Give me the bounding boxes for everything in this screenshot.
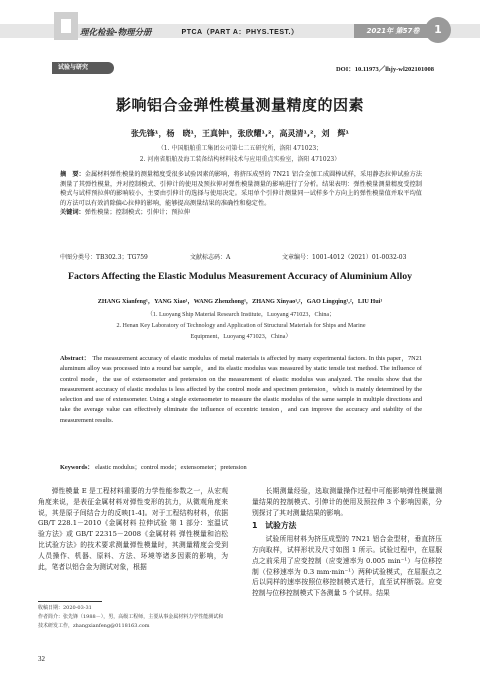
keywords-chinese-text: 弹性模量；控制模式；引伸计；预拉伸: [84, 209, 190, 217]
abstract-english-text: The measurement accuracy of elastic modulus of metal materials is affected by many experimental factors. In this paper，7N21 aluminum alloy was processed into a round bar sample，and its elastic modulus was measured by static tensile test method. The influence of control mode，the use of extensometer and pretension on the measurement of elastic modulus was analyzed. The results show that the measurement accuracy of elastic modulus is less affected by the control mode and specimen pretension，which is mainly determined by the selection and use of extensometer. Using a single extensometer to measure the elastic modulus of the same sample in multiple directions and take the average value can effectively eliminate the influence of eccentric tension，and can improve the accuracy and stability of the measurement results.: [60, 355, 423, 424]
section-heading: 1 试验方法: [252, 521, 297, 531]
issue-label: 2021年 第57卷: [354, 24, 432, 38]
journal-logo-text: 理化检验-物理分册: [80, 28, 152, 38]
affiliation-english-1: （1. Luoyang Ship Material Research Institute，Luoyang 471023，China；: [146, 312, 336, 318]
journal-name: PTCA（PART A：PHYS.TEST.）: [181, 29, 299, 36]
received-date: 收稿日期：2020-03-31: [38, 605, 92, 611]
body-paragraph: 弹性模量 E 是工程材料重要的力学性能参数之一，从宏观角度来说，是表征金属材料对弹性变形的抗力，从微观角度来说，其是原子间结合力的反映[1-4]。对于工程结构材料，依据 GB/T 228.1－2010《金属材料 拉伸试验 第 1 部分：室温试验方法》或 GB/T 22315－2008《金属材料 弹性模量和泊松比试验方法》的技术要求测量弹性模量时，其测量精度会受到人员操作、机器、原料、方法、环境等诸多因素的影响，为此，笔者以铝合金为测试对象，根据: [38, 487, 228, 571]
authors-english: ZHANG Xianfeng¹，YANG Xiao¹，WANG Zhenzhong¹，ZHANG Xinyao¹,²，GAO Lingqing¹,²，LIU Hui¹: [97, 298, 383, 305]
keywords-english-label: Keywords：: [60, 464, 94, 471]
clc-number: 中图分类号：TB302.3；TG759: [60, 254, 148, 261]
issue-number-badge: 1: [425, 17, 451, 43]
author-bio: 作者简介：张先锋（1988－），男，高级工程师，主要从事金属材料力学性能测试和技术研发工作，zhangxianfeng@0118163.com: [38, 614, 224, 629]
affiliation-chinese-1: （1. 中国船舶重工集团公司第七二五研究所，洛阳 471023；: [157, 145, 323, 152]
section-tag: 试验与研究: [52, 62, 114, 74]
body-column-right: [252, 486, 442, 599]
abstract-chinese: [60, 170, 422, 218]
abstract-chinese-label: 摘 要：: [60, 171, 85, 178]
keywords-chinese-label: 关键词：: [60, 209, 85, 217]
footnote: [38, 604, 228, 631]
title-english: Factors Affecting the Elastic Modulus Measurement Accuracy of Aluminium Alloy: [67, 271, 413, 282]
page-number: 32: [38, 655, 45, 663]
body-paragraph: 长期测量经验，选取测量操作过程中可能影响弹性模量测量结果的控制模式、引伸计的使用及预拉伸 3 个影响因素，分别探讨了其对测量结果的影响。: [252, 487, 442, 517]
footnote-divider: [38, 601, 102, 602]
abstract-chinese-text: 金属材料弹性模量的测量精度受很多试验因素的影响，将挤压成型的 7N21 铝合金加工成圆棒试样，采用静态拉伸试验方法测量了其弹性模量，并对控制模式、引伸计的使用及预拉伸对弹性模量测量的影响进行了分析。结果表明：弹性模量测量精度受控制模式与试样预拉伸的影响较小，主要由引伸计的选择与使用决定。采用单个引伸计测量同一试样多个方向上的弹性模量值并取平均值的方法可以有效消除偏心拉伸的影响，能够提高测量结果的准确性和稳定性。: [60, 171, 423, 207]
body-column-left: [38, 486, 228, 572]
body-paragraph: 试验所用材料为挤压成型的 7N21 铝合金型材，垂直挤压方向取样，试样形状及尺寸如图 1 所示。试验过程中，在屈服点之前采用了应变控制（应变速率为 0.005 min⁻¹）与位移控制（位移速率为 0.3 mm·min⁻¹）两种试验模式，在屈服点之后以同样的速率按照位移控制模式进行，直至试样断裂。应变控制与位移控制模式下各测量 5 个试样。结果: [252, 535, 442, 598]
abstract-english-label: Abstract：: [60, 355, 91, 362]
affiliation-chinese-2: 2. 河南省船舶及海工装备结构材料技术与应用重点实验室，洛阳 471023）: [139, 156, 341, 163]
keywords-english: [60, 462, 422, 471]
affiliation-english-2: 2. Henan Key Laboratory of Technology and Application of Structural Materials for Ships and Marine: [116, 323, 366, 329]
classification-row: [60, 252, 422, 261]
article-number: 文章编号：1001-4012（2021）01-0032-03: [282, 254, 407, 261]
title-chinese: 影响铝合金弹性模量测量精度的因素: [115, 96, 364, 114]
doi: DOI：10.11973／lhjy-wl202101008: [335, 66, 434, 73]
authors-chinese: 张先锋¹，杨 晓¹，王真钟¹，张欣耀¹,²，高灵清¹,²，刘 辉¹: [130, 129, 350, 138]
document-code: 文献标志码：A: [190, 254, 231, 261]
abstract-english: [60, 354, 422, 426]
keywords-english-text: elastic modulus；control mode；extensometer；pretension: [95, 464, 247, 471]
affiliation-english-3: Equipment，Luoyang 471023，China）: [190, 334, 292, 340]
